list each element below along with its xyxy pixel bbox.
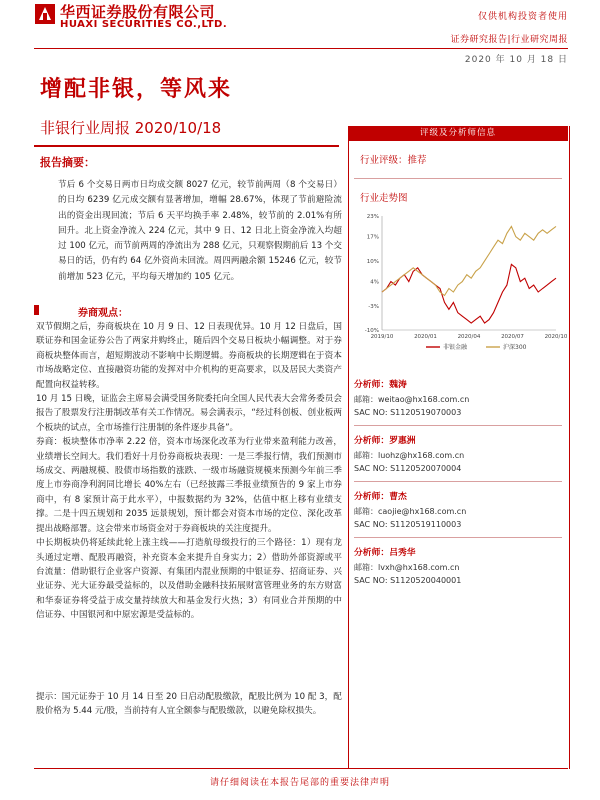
analyst-card: [354, 489, 564, 529]
section-heading: 券商观点：: [78, 308, 128, 319]
body-text: [36, 320, 342, 623]
company-name-en: HUAXI SECURITIES CO.,LTD.: [60, 19, 228, 30]
body-paragraph: 双节假期之后，券商板块在 10 月 9 日、12 日表现优异。10 月 12 日盘后，国联证券和国金证券公告了两家并购终止，随后四个交易日板块小幅调整。对于券商板块整体而言，超短期波动不影响中长期逻辑。券商板块的长期逻辑在于资本市场战略定位、直接融资功能的发挥对中介机构的更高要求，以及居民大类资产配置向权益转移。: [36, 322, 342, 390]
sidebar-header: 评级及分析师信息: [348, 126, 568, 141]
abstract-heading: 报告摘要：: [40, 156, 95, 169]
y-tick-label: -3%: [368, 303, 379, 310]
trend-chart: [356, 208, 568, 360]
analyst-divider: [354, 425, 562, 426]
legend-label: 非银金融: [443, 344, 468, 351]
x-tick-label: 2020/07: [501, 334, 524, 340]
analyst-name: 分析师：罗惠洲: [354, 436, 416, 446]
y-tick-label: 4%: [370, 279, 379, 286]
x-tick-label: 2020/04: [457, 334, 481, 340]
analyst-card: [354, 545, 564, 585]
body-paragraph: 中长期板块仍将延续此轮上涨主线——打造航母级投行的三个路径：1）现有龙头通过定增、配股再融资，补充资本金来提升自身实力；2）借助外部资源或平台流量：借助银行企业客户资源、有集团内混业预期的中银证券、招商证券、兴业证券、光大证券最受益标的，以及借助金融科技拓展财富管理业务的东方财富和华泰证券将受益于成交量持续放大和基金发行火热；3）有同业合并预期的中信证券、中国银河和中原宏源是受益标的。: [36, 538, 342, 621]
analyst-email[interactable]: 邮箱：caojie@hx168.com.cn: [354, 507, 467, 516]
legal-notice: 请仔细阅读在本报告尾部的重要法律声明: [209, 778, 390, 788]
report-title: 增配非银，等风来: [40, 76, 233, 102]
footer-divider: [34, 768, 568, 769]
analyst-card: [354, 377, 564, 417]
audience-tag: 仅供机构投资者使用: [477, 12, 568, 22]
sidebar-divider: [354, 178, 562, 179]
analyst-email[interactable]: 邮箱：luohz@hx168.com.cn: [354, 451, 465, 460]
analyst-card: [354, 433, 564, 473]
y-tick-label: 10%: [366, 258, 379, 265]
analyst-name: 分析师：吕秀华: [354, 548, 416, 558]
analyst-divider: [354, 537, 562, 538]
analyst-sac: SAC NO: S1120520070004: [354, 464, 462, 473]
legend-label: 沪深300: [503, 344, 527, 351]
y-tick-label: 23%: [366, 214, 379, 220]
trend-heading: 行业走势图: [360, 193, 408, 204]
analyst-name: 分析师：魏涛: [354, 380, 407, 390]
body-paragraph: 券商：板块整体市净率 2.22 倍，资本市场深化改革为行业带来盈利能力改善，业绩增长空间大。我们看好十月份券商板块表现：一是三季报行情，我们预测市场成交、两融规模、股债市场指数的涨跌、一级市场融资规模来预测今年前三季度上市券商净利润同比增长 40%左右（已经披露三季报业绩预告的 9 家上市券商中，有 8 家预计高于此水平），中报数据约为 32%，估值中枢上移有业绩支撑。二是十四五规划和 2035 远景规划，预计都会对资本市场的定位、深化改革提出战略部署。这会带来市场资金对于券商板块的关注度提升。: [36, 437, 342, 534]
company-name-cn: 华西证券股份有限公司: [60, 3, 216, 21]
section-marker: [34, 305, 39, 315]
series-line: [382, 226, 556, 295]
header-divider: [34, 48, 568, 49]
series-line: [382, 264, 556, 323]
body-paragraph: 10 月 15 日晚，证监会主席易会满受国务院委托向全国人民代表大会常务委员会报告了股票发行注册制改革有关工作情况。易会满表示，“经过科创板、创业板两个板块的试点，全市场推行注册制的条件逐步具备”。: [36, 394, 342, 433]
y-tick-label: -10%: [364, 328, 379, 334]
analyst-email[interactable]: 邮箱：lvxh@hx168.com.cn: [354, 563, 460, 572]
tip-text: 提示：国元证券于 10 月 14 日至 20 日启动配股缴款，配股比例为 10 配 3，配股价格为 5.44 元/股，当前持有人宜全额参与配股缴款，以避免除权损失。: [36, 692, 342, 717]
analyst-sac: SAC NO: S1120519110003: [354, 520, 462, 529]
report-date: 2020 年 10 月 18 日: [464, 55, 568, 65]
abstract-text: 节后 6 个交易日两市日均成交额 8027 亿元，较节前两周（8 个交易日）的日均 6239 亿元成交额有显著增加，增幅 28.67%，体现了节前避险流出的资金出现回流；节后 6 天平均换手率 2.48%，较节前的 2.01%有所回升。北上资金净流入 224 亿元，其中 9 日、12 日北上资金净流入均超过 100 亿元，而节前两周的净流出为 288 亿元，只观察假期前后 13 个交易日的话，仍有约 64 亿外资尚未回流。周四两融余额 15246 亿元，较节前增加 523 亿元，平均每天增加约 105 亿元。: [58, 180, 342, 282]
x-tick-label: 2020/01: [414, 334, 437, 340]
x-tick-label: 2019/10: [370, 334, 394, 340]
industry-rating: 行业评级：推荐: [360, 155, 427, 166]
analyst-email[interactable]: 邮箱：weitao@hx168.com.cn: [354, 395, 470, 404]
analyst-divider: [354, 481, 562, 482]
analyst-sac: SAC NO: S1120519070003: [354, 408, 462, 417]
analyst-sac: SAC NO: S1120520040001: [354, 576, 462, 585]
y-tick-label: 17%: [366, 234, 379, 241]
huaxi-logo-icon: [34, 3, 56, 25]
title-divider: [34, 145, 339, 147]
report-type: 证券研究报告|行业研究周报: [450, 35, 568, 45]
x-tick-label: 2020/10: [544, 334, 568, 340]
analyst-name: 分析师：曹杰: [354, 492, 407, 502]
report-subtitle: 非银行业周报 2020/10/18: [40, 119, 222, 137]
